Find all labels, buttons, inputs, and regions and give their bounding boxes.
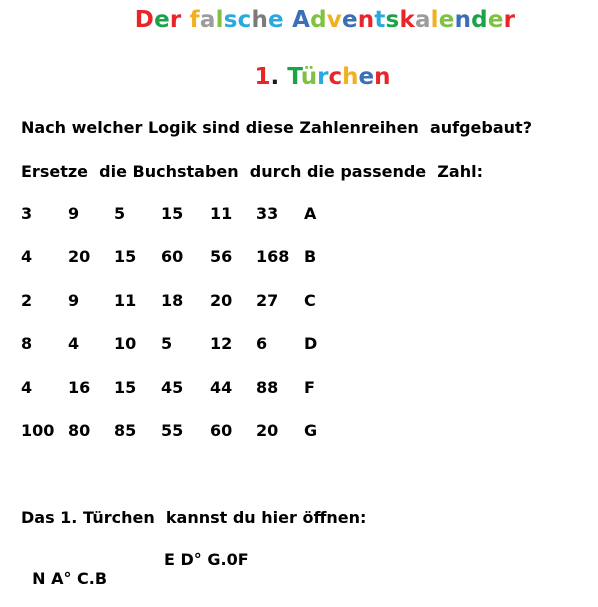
heading-letter: D [134,7,155,33]
series-value: 12 [210,334,233,354]
heading-letter: s [223,7,238,33]
door-code-part-1: N A° C.B [32,569,108,588]
heading-letter: 1 [254,64,271,90]
series-value: 55 [161,420,184,440]
series-value: 18 [161,290,184,310]
heading-letter: . [270,64,288,90]
series-value: 56 [210,247,233,267]
series-value: 3 [21,204,33,223]
series-value: 85 [114,420,137,440]
heading-letter: n [454,7,472,33]
heading-letter: s [385,7,400,33]
heading-letter: h [251,7,269,33]
series-value: 44 [210,377,233,397]
series-value: 15 [161,204,184,223]
heading-letter: c [237,7,252,33]
heading-letter: ü [300,64,318,90]
door-number-heading [0,64,598,90]
riddle-question: Nach welcher Logik sind diese Zahlenreihen aufgebaut? [21,118,532,137]
riddle-instruction: Ersetze die Buchstaben durch die passende Zahl: [21,162,483,181]
series-letter: F [304,377,315,397]
series-letter: B [304,247,317,267]
heading-letter: n [374,64,391,90]
heading-letter: e [487,7,504,33]
series-value: 9 [68,290,80,310]
heading-letter: h [342,64,359,90]
heading-letter: T [287,64,301,90]
series-value: 88 [256,377,279,397]
heading-letter: r [169,7,182,33]
heading-letter: n [357,7,375,33]
series-value: 4 [21,377,33,397]
heading-letter: v [326,7,342,33]
heading-letter: f [189,7,200,33]
heading-letter: l [215,7,224,33]
heading-letter: k [399,7,415,33]
series-value: 60 [161,247,184,267]
series-value: 10 [114,334,137,354]
heading-letter: e [358,64,375,90]
series-letter: A [304,204,317,223]
heading-letter: d [310,7,327,33]
heading-letter: e [438,7,455,33]
door-code-part-2: E D° G.0F [164,550,249,569]
heading-letter: A [292,7,311,33]
series-value: 80 [68,420,91,440]
door-code [21,550,249,607]
series-value: 100 [21,420,55,440]
heading-letter: e [341,7,358,33]
series-value: 168 [256,247,290,267]
series-value: 60 [210,420,233,440]
heading-letter: r [503,7,516,33]
calendar-title [0,7,598,33]
heading-letter: d [471,7,488,33]
heading-letter: a [199,7,216,33]
series-value: 20 [210,290,233,310]
series-value: 4 [68,334,80,354]
series-value: 27 [256,290,279,310]
series-value: 15 [114,247,137,267]
series-letter: G [304,420,318,440]
series-value: 2 [21,290,33,310]
series-value: 8 [21,334,33,354]
series-value: 45 [161,377,184,397]
series-letter: C [304,290,316,310]
series-value: 16 [68,377,91,397]
heading-letter: c [328,64,343,90]
heading-letter: e [154,7,170,33]
heading-letter: t [374,7,386,33]
series-value: 4 [21,247,33,267]
heading-letter: l [430,7,439,33]
series-value: 11 [114,290,137,310]
series-value: 11 [210,204,233,223]
series-value: 20 [256,420,279,440]
heading-letter: r [317,64,329,90]
series-letter: D [304,334,318,354]
series-value: 9 [68,204,80,223]
heading-letter: a [414,7,431,33]
series-value: 6 [256,334,268,354]
heading-letter: e [268,7,284,33]
series-value: 33 [256,204,279,223]
heading-letter [181,7,189,33]
series-value: 15 [114,377,137,397]
series-value: 5 [161,334,173,354]
series-value: 5 [114,204,126,223]
series-value: 20 [68,247,91,267]
open-door-instruction: Das 1. Türchen kannst du hier öffnen: [21,508,367,527]
heading-letter [284,7,292,33]
